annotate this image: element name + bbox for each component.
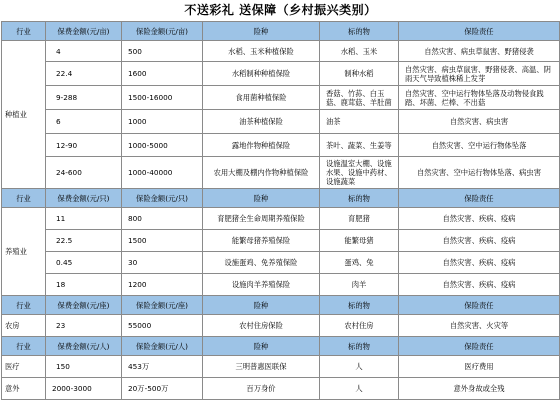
header-industry: 行业 [2, 337, 46, 356]
table-row [2, 134, 560, 157]
premium-cell: 24-600 [46, 157, 122, 189]
liability-cell: 自然灾害、疾病、疫病 [399, 208, 560, 230]
header-premium: 保费金额(元/亩) [46, 22, 122, 41]
premium-cell: 4 [46, 41, 122, 62]
insured-amount-cell: 800 [122, 208, 203, 230]
liability-cell: 自然灾害、空中运行物体坠落 [399, 134, 560, 157]
premium-cell: 22.5 [46, 230, 122, 252]
policy-type-cell: 露地作物种植保险 [203, 134, 320, 157]
header-insured-amount: 保险金额(元/座) [122, 296, 203, 315]
insured-amount-cell: 55000 [122, 315, 203, 337]
header-policy-type: 险种 [203, 296, 320, 315]
policy-type-cell: 设施肉羊养殖保险 [203, 274, 320, 296]
header-subject: 标的物 [320, 189, 399, 208]
header-policy-type: 险种 [203, 189, 320, 208]
premium-cell: 0.45 [46, 252, 122, 274]
subject-cell: 香菇、竹荪、白玉菇、鹿茸菇、羊肚菌 [320, 86, 399, 110]
table-row [2, 378, 560, 400]
liability-cell: 自然灾害、病虫草鼠害、野猪侵袭、高温、阴雨天气导致植株稀上发芽 [399, 62, 560, 86]
subject-cell: 设施温室大棚、设施水果、设施中药材、设施蔬菜 [320, 157, 399, 189]
subject-cell: 蛋鸡、兔 [320, 252, 399, 274]
premium-cell: 23 [46, 315, 122, 337]
liability-cell: 医疗费用 [399, 356, 560, 378]
insured-amount-cell: 1200 [122, 274, 203, 296]
policy-type-cell: 水稻制种种植保险 [203, 62, 320, 86]
policy-type-cell: 水稻、玉米种植保险 [203, 41, 320, 62]
liability-cell: 意外身故或全残 [399, 378, 560, 400]
header-subject: 标的物 [320, 296, 399, 315]
industry-cell: 意外 [2, 378, 46, 400]
subject-cell: 水稻、玉米 [320, 41, 399, 62]
header-row-housing [2, 296, 560, 315]
liability-cell: 自然灾害、空中运行物体坠落、病虫害 [399, 157, 560, 189]
premium-cell: 12-90 [46, 134, 122, 157]
policy-type-cell: 农用大棚及棚内作物种植保险 [203, 157, 320, 189]
table-row [2, 208, 560, 230]
table-row [2, 252, 560, 274]
insured-amount-cell: 453万 [122, 356, 203, 378]
page-title: 不送彩礼 送保障（乡村振兴类别） [184, 3, 377, 17]
header-row-livestock [2, 189, 560, 208]
premium-cell: 2000-3000 [46, 378, 122, 400]
table-row [2, 110, 560, 134]
subject-cell: 人 [320, 378, 399, 400]
header-insured-amount: 保险金额(元/只) [122, 189, 203, 208]
liability-cell: 自然灾害、火灾等 [399, 315, 560, 337]
header-insured-amount: 保险金额(元/亩) [122, 22, 203, 41]
liability-cell: 自然灾害、疾病、疫病 [399, 252, 560, 274]
insured-amount-cell: 20万-500万 [122, 378, 203, 400]
header-policy-type: 险种 [203, 22, 320, 41]
insured-amount-cell: 1000-5000 [122, 134, 203, 157]
premium-cell: 6 [46, 110, 122, 134]
premium-cell: 22.4 [46, 62, 122, 86]
insured-amount-cell: 1000 [122, 110, 203, 134]
table-row [2, 356, 560, 378]
premium-cell: 11 [46, 208, 122, 230]
header-policy-type: 险种 [203, 337, 320, 356]
header-industry: 行业 [2, 296, 46, 315]
header-row-personal [2, 337, 560, 356]
header-premium: 保费金额(元/人) [46, 337, 122, 356]
insured-amount-cell: 1600 [122, 62, 203, 86]
table-row [2, 315, 560, 337]
header-industry: 行业 [2, 22, 46, 41]
industry-cell: 养殖业 [2, 208, 46, 296]
table-row [2, 41, 560, 62]
header-subject: 标的物 [320, 22, 399, 41]
premium-cell: 150 [46, 356, 122, 378]
header-liability: 保险责任 [399, 189, 560, 208]
subject-cell: 能繁母猪 [320, 230, 399, 252]
header-premium: 保费金额(元/座) [46, 296, 122, 315]
industry-cell: 农房 [2, 315, 46, 337]
policy-type-cell: 百万身价 [203, 378, 320, 400]
subject-cell: 育肥猪 [320, 208, 399, 230]
header-insured-amount: 保险金额(元/人) [122, 337, 203, 356]
premium-cell: 9-288 [46, 86, 122, 110]
header-premium: 保费金额(元/只) [46, 189, 122, 208]
liability-cell: 自然灾害、空中运行物体坠落及动物侵食践踏、坏菌、烂棒、不出菇 [399, 86, 560, 110]
insured-amount-cell: 1500-16000 [122, 86, 203, 110]
policy-type-cell: 三明普惠医联保 [203, 356, 320, 378]
insured-amount-cell: 1000-40000 [122, 157, 203, 189]
liability-cell: 自然灾害、病虫草鼠害、野猪侵袭 [399, 41, 560, 62]
policy-type-cell: 设施蛋鸡、免养殖保险 [203, 252, 320, 274]
header-liability: 保险责任 [399, 296, 560, 315]
insured-amount-cell: 500 [122, 41, 203, 62]
premium-cell: 18 [46, 274, 122, 296]
insured-amount-cell: 1500 [122, 230, 203, 252]
subject-cell: 制种水稻 [320, 62, 399, 86]
industry-cell: 医疗 [2, 356, 46, 378]
header-liability: 保险责任 [399, 337, 560, 356]
header-liability: 保险责任 [399, 22, 560, 41]
header-industry: 行业 [2, 189, 46, 208]
subject-cell: 农村住房 [320, 315, 399, 337]
subject-cell: 人 [320, 356, 399, 378]
header-row-planting [2, 22, 560, 41]
policy-type-cell: 食用菌种植保险 [203, 86, 320, 110]
subject-cell: 茶叶、蔬菜、生姜等 [320, 134, 399, 157]
liability-cell: 自然灾害、病虫害 [399, 110, 560, 134]
liability-cell: 自然灾害、疾病、疫病 [399, 274, 560, 296]
subject-cell: 油茶 [320, 110, 399, 134]
subject-cell: 肉羊 [320, 274, 399, 296]
table-row [2, 230, 560, 252]
table-row [2, 86, 560, 110]
policy-type-cell: 农村住房保险 [203, 315, 320, 337]
liability-cell: 自然灾害、疾病、疫病 [399, 230, 560, 252]
policy-type-cell: 育肥猪全生命周期养殖保险 [203, 208, 320, 230]
header-subject: 标的物 [320, 337, 399, 356]
insured-amount-cell: 30 [122, 252, 203, 274]
industry-cell: 种植业 [2, 41, 46, 189]
insurance-table [1, 21, 560, 400]
policy-type-cell: 油茶种植保险 [203, 110, 320, 134]
table-row [2, 274, 560, 296]
table-row [2, 62, 560, 86]
policy-type-cell: 能繁母猪养殖保险 [203, 230, 320, 252]
table-row [2, 157, 560, 189]
